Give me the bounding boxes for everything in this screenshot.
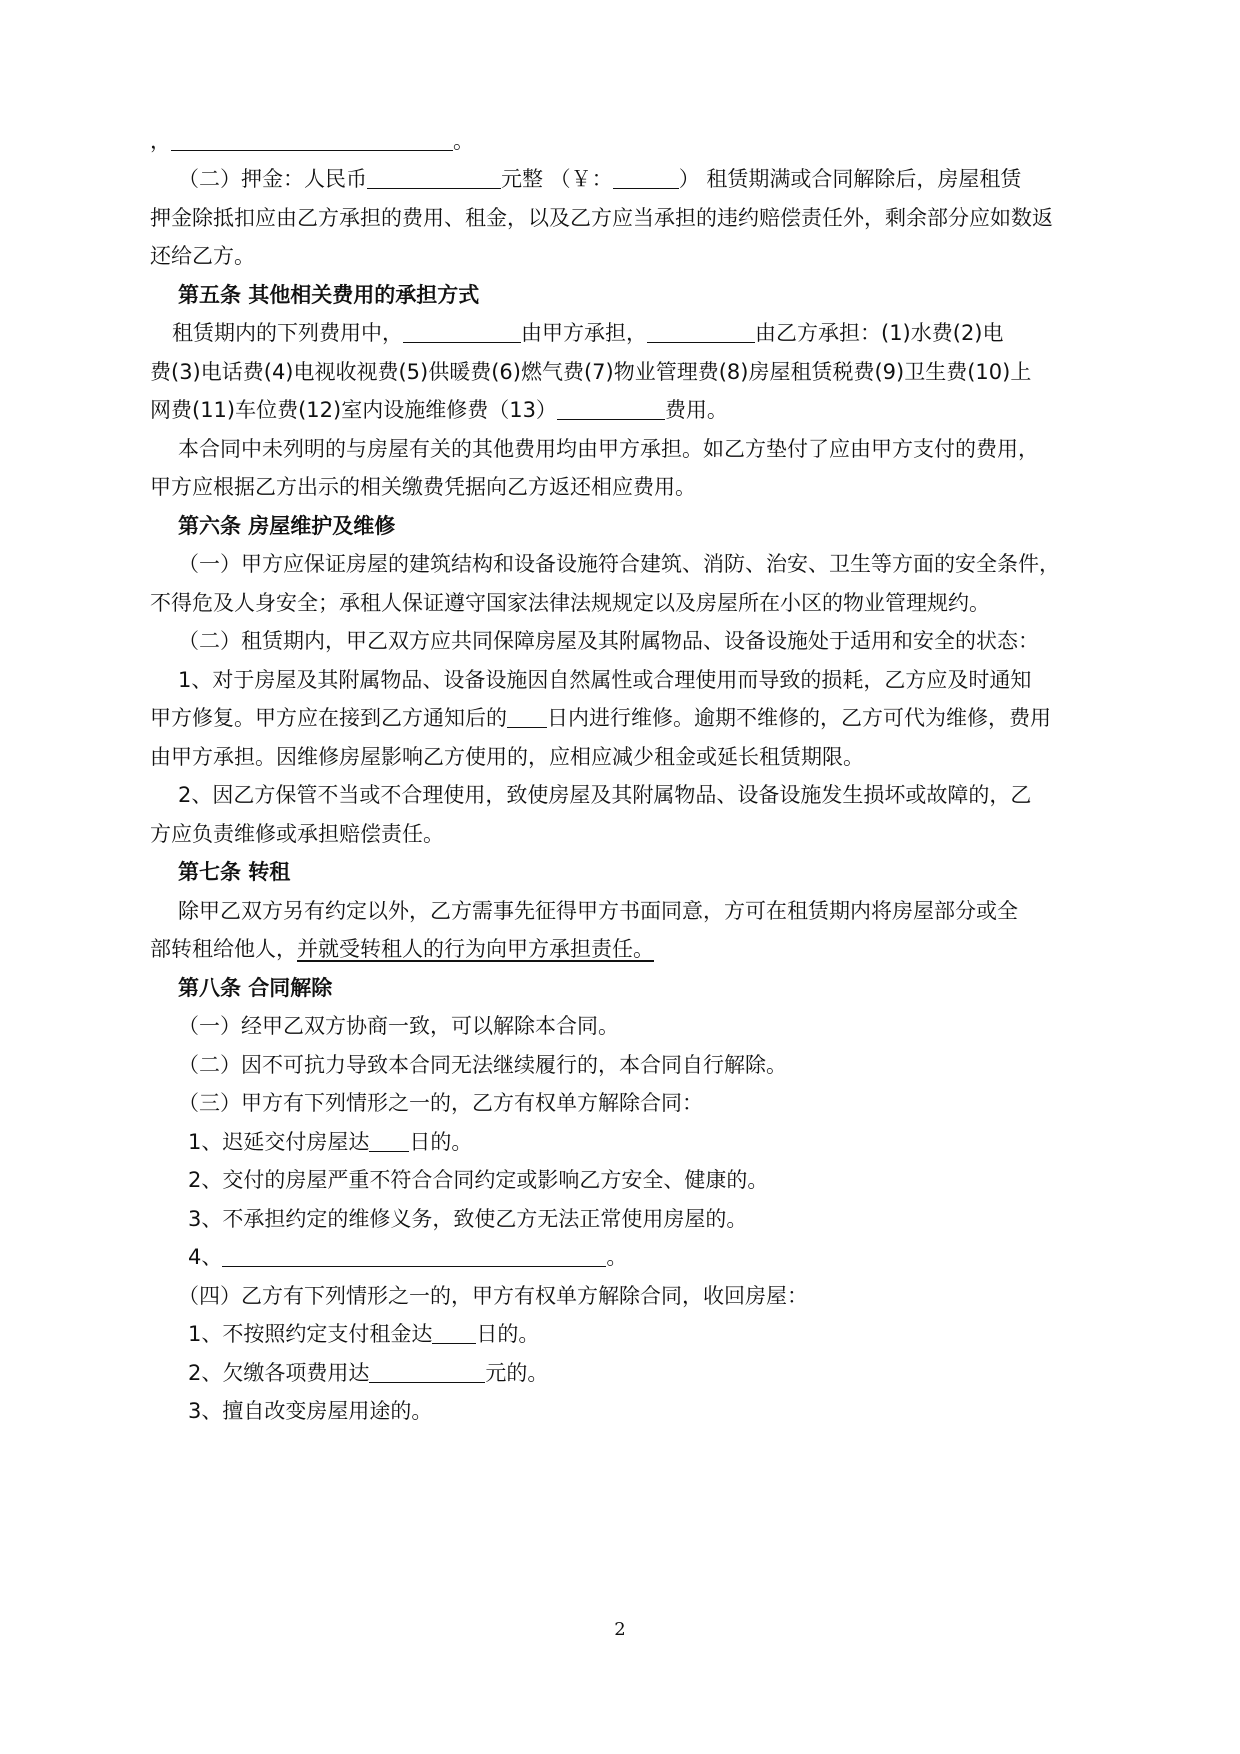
text-line: 由甲方承担。因维修房屋影响乙方使用的，应相应减少租金或延长租赁期限。 (150, 745, 864, 769)
text-line: 2、交付的房屋严重不符合合同约定或影响乙方安全、健康的。 (188, 1168, 769, 1192)
text-line: 押金除抵扣应由乙方承担的费用、租金，以及乙方应当承担的违约赔偿责任外，剩余部分应如数返 (150, 206, 1053, 230)
text-line: 租赁期内的下列费用中， 由甲方承担， 由乙方承担：(1)水费(2)电 (172, 321, 1004, 345)
text-line: 3、不承担约定的维修义务，致使乙方无法正常使用房屋的。 (188, 1207, 748, 1231)
blank-field[interactable] (613, 168, 679, 189)
text-line: 甲方应根据乙方出示的相关缴费凭据向乙方返还相应费用。 (150, 475, 696, 499)
text-line: （二）租赁期内，甲乙双方应共同保障房屋及其附属物品、设备设施处于适用和安全的状态： (178, 629, 1039, 653)
page-number: 2 (614, 1619, 626, 1640)
section-heading: 第五条 其他相关费用的承担方式 (178, 283, 480, 307)
blank-field[interactable] (507, 707, 547, 728)
text-line: 费(3)电话费(4)电视收视费(5)供暖费(6)燃气费(7)物业管理费(8)房屋租赁税费(9)卫生费(10)上 (150, 360, 1032, 384)
text-line: 不得危及人身安全；承租人保证遵守国家法律法规规定以及房屋所在小区的物业管理规约。 (150, 591, 990, 615)
text-line: （一）甲方应保证房屋的建筑结构和设备设施符合建筑、消防、治安、卫生等方面的安全条件， (178, 552, 1060, 576)
text-line: 3、擅自改变房屋用途的。 (188, 1399, 433, 1423)
blank-field[interactable] (403, 322, 521, 343)
text-line: 网费(11)车位费(12)室内设施维修费（13） 费用。 (150, 398, 728, 422)
blank-field[interactable] (432, 1323, 476, 1344)
text-line: 除甲乙双方另有约定以外，乙方需事先征得甲方书面同意，方可在租赁期内将房屋部分或全 (178, 899, 1018, 923)
text-line: 2、欠缴各项费用达 元的。 (188, 1361, 549, 1385)
text-line: ， 。 (150, 129, 474, 153)
section-heading: 第六条 房屋维护及维修 (178, 514, 396, 538)
blank-field[interactable] (171, 130, 453, 151)
text-line: 2、因乙方保管不当或不合理使用，致使房屋及其附属物品、设备设施发生损坏或故障的，乙 (178, 783, 1032, 807)
blank-field[interactable] (367, 168, 501, 189)
text-line: 1、迟延交付房屋达 日的。 (188, 1130, 473, 1154)
text-line: （一）经甲乙双方协商一致，可以解除本合同。 (178, 1014, 619, 1038)
text-line: 4、 。 (188, 1245, 628, 1269)
text-line: （二）因不可抗力导致本合同无法继续履行的，本合同自行解除。 (178, 1053, 787, 1077)
section-heading: 第七条 转租 (178, 860, 291, 884)
blank-field[interactable] (369, 1131, 409, 1152)
text-line: 1、不按照约定支付租金达 日的。 (188, 1322, 540, 1346)
text-line: （二）押金：人民币 元整 （￥： ） 租赁期满或合同解除后，房屋租赁 (178, 167, 1022, 191)
blank-field[interactable] (222, 1246, 606, 1267)
text-line: （三）甲方有下列情形之一的，乙方有权单方解除合同： (178, 1091, 703, 1115)
blank-field[interactable] (647, 322, 755, 343)
section-heading: 第八条 合同解除 (178, 976, 333, 1000)
text-line: 还给乙方。 (150, 244, 255, 268)
text-line: 1、对于房屋及其附属物品、设备设施因自然属性或合理使用而导致的损耗，乙方应及时通知 (178, 668, 1032, 692)
blank-field[interactable] (557, 399, 665, 420)
text-line: （四）乙方有下列情形之一的，甲方有权单方解除合同，收回房屋： (178, 1284, 808, 1308)
blank-field[interactable] (369, 1362, 485, 1383)
text-line: 方应负责维修或承担赔偿责任。 (150, 822, 444, 846)
text-line: 本合同中未列明的与房屋有关的其他费用均由甲方承担。如乙方垫付了应由甲方支付的费用， (178, 437, 1039, 461)
text-line: 部转租给他人，并就受转租人的行为向甲方承担责任。 (150, 937, 654, 961)
text-line: 甲方修复。甲方应在接到乙方通知后的 日内进行维修。逾期不维修的，乙方可代为维修，费用 (150, 706, 1051, 730)
